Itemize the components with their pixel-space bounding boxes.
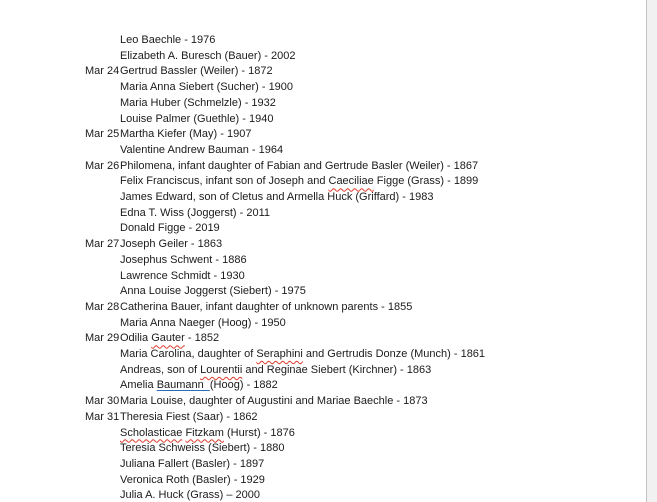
entry-text bbox=[120, 458, 264, 470]
text-run: Maria Carolina, daughter of bbox=[120, 348, 257, 361]
text-run: Lawrence Schmidt - 1930 bbox=[120, 269, 245, 282]
entry-line bbox=[0, 378, 640, 394]
entry-date: Mar 28 bbox=[85, 300, 120, 313]
entry-line bbox=[0, 331, 640, 347]
text-run: Odilia bbox=[120, 332, 152, 345]
entry-text bbox=[120, 222, 220, 234]
misspelled-word: Fitzkam bbox=[185, 426, 224, 439]
text-run: Maria Huber (Schmelzle) - 1932 bbox=[120, 96, 276, 109]
entry-line bbox=[0, 410, 640, 426]
entry-text bbox=[120, 238, 222, 250]
misspelled-word: Seraphini bbox=[256, 348, 303, 361]
text-run: Teresia Schweiss (Siebert) - 1880 bbox=[120, 442, 285, 455]
text-run: Maria Louise, daughter of Augustini and Mariae Baechle - 1873 bbox=[120, 395, 428, 408]
entry-line bbox=[0, 112, 640, 128]
entry-line bbox=[0, 159, 640, 175]
entry-text bbox=[120, 379, 278, 391]
entry-text bbox=[120, 317, 286, 329]
entry-text bbox=[120, 97, 276, 109]
entry-line bbox=[0, 284, 640, 300]
entry-text bbox=[120, 285, 306, 297]
text-run: Louise Palmer (Guethle) - 1940 bbox=[120, 112, 274, 125]
entry-date: Mar 27 bbox=[85, 238, 120, 251]
entry-line bbox=[0, 190, 640, 206]
entry-line bbox=[0, 300, 640, 316]
text-run: Veronica Roth (Basler) - 1929 bbox=[120, 473, 265, 486]
misspelled-word: Gauter bbox=[151, 332, 185, 345]
entry-line bbox=[0, 80, 640, 96]
text-run: Anna Louise Joggerst (Siebert) - 1975 bbox=[120, 285, 306, 298]
entry-line bbox=[0, 49, 640, 65]
entry-date: Mar 25 bbox=[85, 128, 120, 141]
text-run: Theresia Fiest (Saar) - 1862 bbox=[120, 410, 258, 423]
entry-text bbox=[120, 427, 295, 439]
entry-text bbox=[120, 34, 215, 46]
entry-text bbox=[120, 489, 260, 501]
text-run: Maria Anna Naeger (Hoog) - 1950 bbox=[120, 316, 286, 329]
entry-line bbox=[0, 316, 640, 332]
text-run: Julia A. Huck (Grass) – 2000 bbox=[120, 489, 261, 502]
text-run: Andreas, son of bbox=[120, 363, 201, 376]
entry-date: Mar 26 bbox=[85, 159, 120, 172]
entry-line bbox=[0, 269, 640, 285]
entry-date: Mar 30 bbox=[85, 395, 120, 408]
text-run: (Hoog) - 1882 bbox=[209, 379, 278, 392]
text-run: Donald Figge - 2019 bbox=[120, 222, 220, 235]
entry-text bbox=[120, 207, 270, 219]
entry-text bbox=[120, 270, 245, 282]
entry-line bbox=[0, 64, 640, 80]
entry-text bbox=[120, 144, 283, 156]
text-run: Gertrud Bassler (Weiler) - 1872 bbox=[120, 65, 273, 78]
entry-line bbox=[0, 237, 640, 253]
text-run: Edna T. Wiss (Joggerst) - 2011 bbox=[120, 206, 270, 219]
page-edge-gutter bbox=[646, 0, 657, 502]
entry-text bbox=[120, 50, 295, 62]
entry-line bbox=[0, 96, 640, 112]
entry-line bbox=[0, 457, 640, 473]
text-run: Amelia bbox=[120, 379, 157, 392]
text-run: Figge (Grass) - 1899 bbox=[373, 175, 479, 188]
entry-text bbox=[120, 254, 247, 266]
misspelled-word: Caeciliae bbox=[328, 175, 374, 188]
entry-date: Mar 29 bbox=[85, 332, 120, 345]
entry-text bbox=[120, 364, 431, 376]
text-run: Philomena, infant daughter of Fabian and Gertrude Basler (Weiler) - 1867 bbox=[120, 159, 479, 172]
entry-line bbox=[0, 221, 640, 237]
text-run: Valentine Andrew Bauman - 1964 bbox=[120, 143, 284, 156]
text-run: James Edward, son of Cletus and Armella Huck (Griffard) - 1983 bbox=[120, 191, 434, 204]
text-run: Juliana Fallert (Basler) - 1897 bbox=[120, 457, 265, 470]
text-run: - 1852 bbox=[184, 332, 220, 345]
text-run: Joseph Geiler - 1863 bbox=[120, 238, 223, 251]
entry-text bbox=[120, 442, 284, 454]
text-run: Leo Baechle - 1976 bbox=[120, 34, 216, 46]
entry-line bbox=[0, 488, 640, 502]
entry-text bbox=[120, 81, 293, 93]
entry-text bbox=[120, 128, 251, 140]
entry-line bbox=[0, 206, 640, 222]
text-run: Josephus Schwent - 1886 bbox=[120, 253, 247, 266]
misspelled-word: Scholasticae bbox=[120, 426, 183, 439]
entry-text bbox=[120, 65, 273, 77]
text-run: Catherina Bauer, infant daughter of unknown parents - 1855 bbox=[120, 300, 413, 313]
entry-line bbox=[0, 363, 640, 379]
entry-date: Mar 31 bbox=[85, 410, 120, 423]
entry-text bbox=[120, 175, 478, 187]
document-body[interactable] bbox=[0, 33, 640, 502]
entry-line bbox=[0, 127, 640, 143]
entry-line bbox=[0, 253, 640, 269]
text-run: and Gertrudis Donze (Munch) - 1861 bbox=[302, 348, 486, 361]
entry-line bbox=[0, 143, 640, 159]
entry-line bbox=[0, 347, 640, 363]
entry-line bbox=[0, 33, 640, 49]
entry-text bbox=[120, 160, 478, 172]
grammar-flagged-word: Baumann bbox=[156, 379, 210, 392]
text-run: Martha Kiefer (May) - 1907 bbox=[120, 128, 252, 141]
entry-text bbox=[120, 332, 219, 344]
entry-text bbox=[120, 411, 258, 423]
entry-line bbox=[0, 394, 640, 410]
entry-text bbox=[120, 474, 265, 486]
misspelled-word: Lourentii bbox=[200, 363, 243, 376]
text-run: and Reginae Siebert (Kirchner) - 1863 bbox=[242, 363, 432, 376]
text-run: Maria Anna Siebert (Sucher) - 1900 bbox=[120, 81, 294, 94]
entry-text bbox=[120, 113, 273, 125]
entry-line bbox=[0, 426, 640, 442]
entry-line bbox=[0, 174, 640, 190]
text-run: Felix Franciscus, infant son of Joseph and bbox=[120, 175, 329, 188]
text-run: (Hurst) - 1876 bbox=[223, 426, 295, 439]
entry-text bbox=[120, 301, 412, 313]
entry-line bbox=[0, 441, 640, 457]
entry-line bbox=[0, 473, 640, 489]
entry-text bbox=[120, 348, 485, 360]
entry-date: Mar 24 bbox=[85, 65, 120, 78]
entry-text bbox=[120, 191, 433, 203]
entry-text bbox=[120, 395, 428, 407]
text-run: Elizabeth A. Buresch (Bauer) - 2002 bbox=[120, 49, 296, 62]
